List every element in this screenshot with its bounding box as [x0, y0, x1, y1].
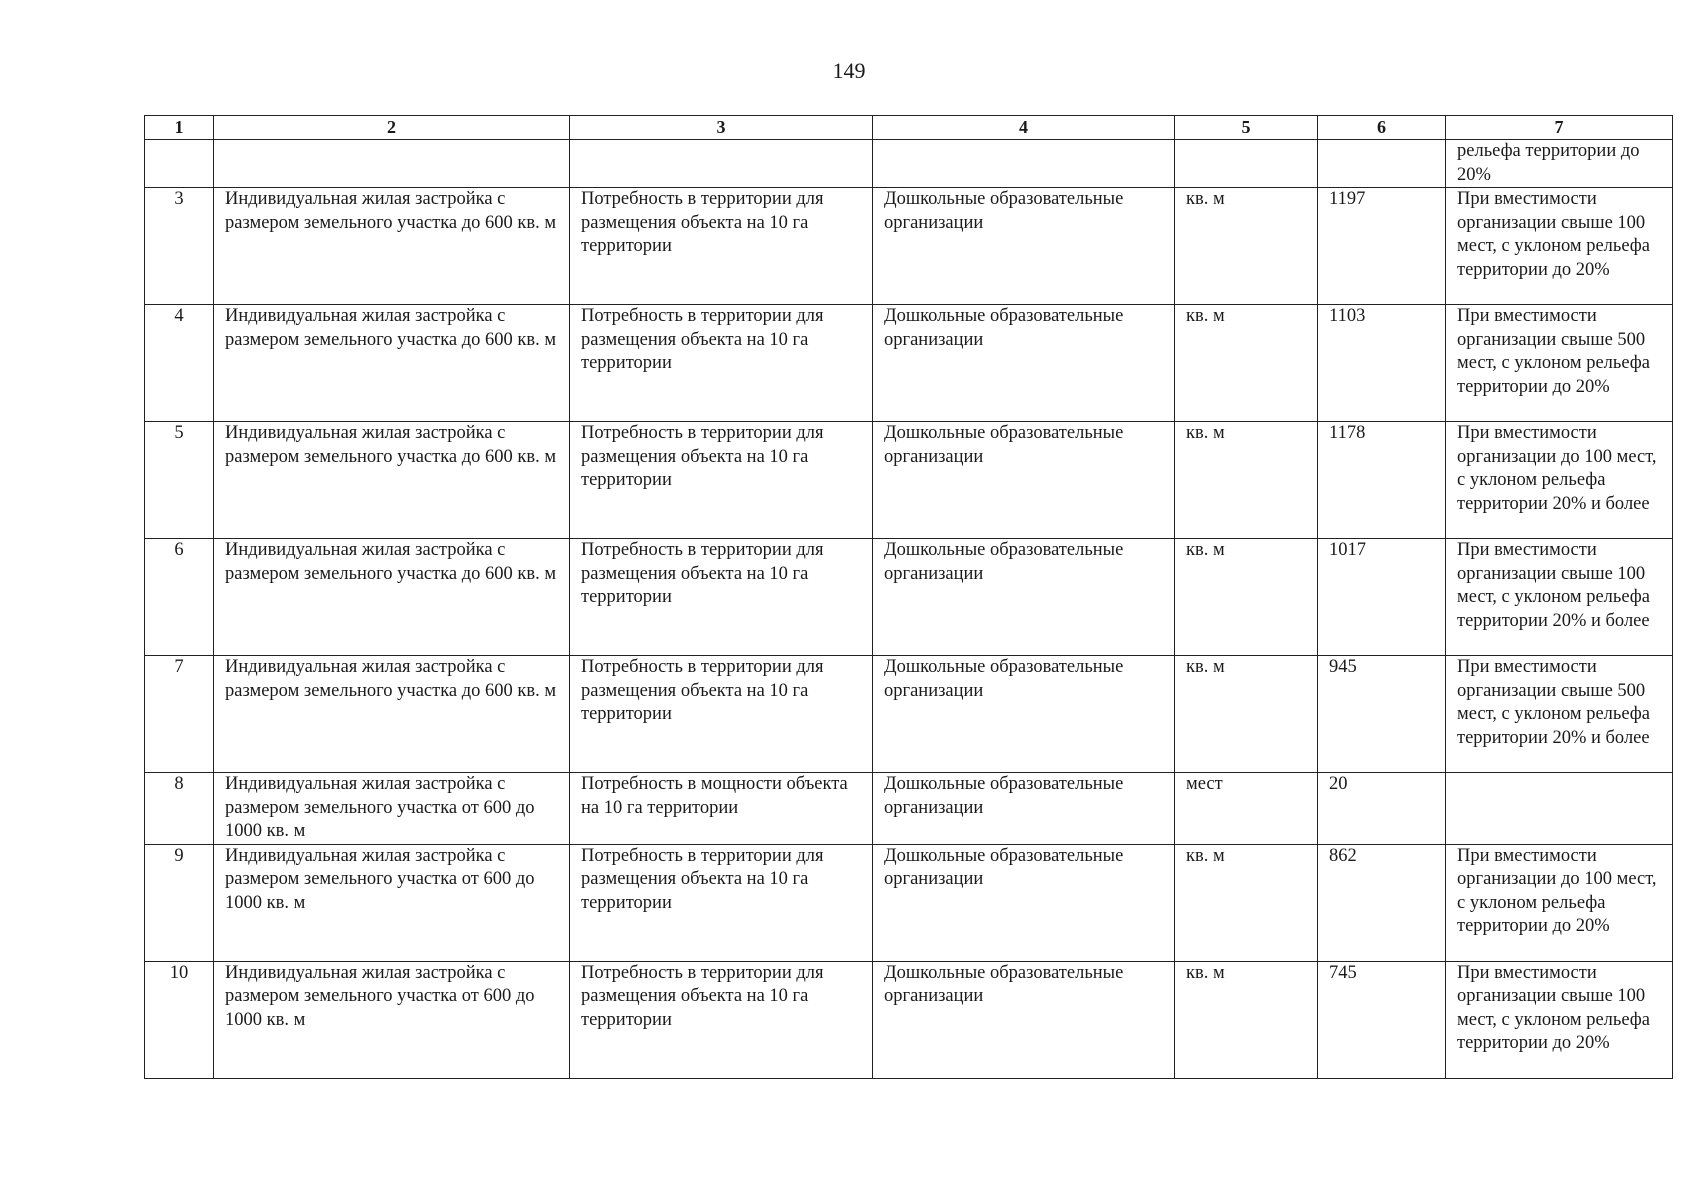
note-cell: При вместимости организации до 100 мест, с уклоном рельефа территории до 20% [1446, 844, 1673, 961]
table-row [145, 539, 1673, 656]
object-type-cell: Дошкольные образовательные организации [873, 844, 1175, 961]
column-header: 3 [570, 116, 873, 140]
table-row [145, 305, 1673, 422]
column-header: 6 [1318, 116, 1446, 140]
object-type-cell: Дошкольные образовательные организации [873, 422, 1175, 539]
table-row [145, 773, 1673, 845]
unit-cell: мест [1175, 773, 1318, 845]
table-row [145, 140, 1673, 188]
indicator-cell: Потребность в территории для размещения объекта на 10 га территории [570, 656, 873, 773]
value-cell: 1103 [1318, 305, 1446, 422]
value-cell: 945 [1318, 656, 1446, 773]
object-type-cell: Дошкольные образовательные организации [873, 188, 1175, 305]
table-row [145, 844, 1673, 961]
zone-type-cell: Индивидуальная жилая застройка с размером земельного участка от 600 до 1000 кв. м [214, 961, 570, 1078]
indicator-cell: Потребность в территории для размещения объекта на 10 га территории [570, 422, 873, 539]
note-cell: При вместимости организации свыше 500 мест, с уклоном рельефа территории 20% и более [1446, 656, 1673, 773]
object-type-cell: Дошкольные образовательные организации [873, 773, 1175, 845]
indicator-cell: Потребность в территории для размещения объекта на 10 га территории [570, 844, 873, 961]
zone-type-cell [214, 140, 570, 188]
table-row [145, 188, 1673, 305]
table-row [145, 961, 1673, 1078]
row-number-cell: 4 [145, 305, 214, 422]
column-header: 2 [214, 116, 570, 140]
table-row [145, 422, 1673, 539]
zone-type-cell: Индивидуальная жилая застройка с размером земельного участка до 600 кв. м [214, 305, 570, 422]
value-cell [1318, 140, 1446, 188]
unit-cell: кв. м [1175, 305, 1318, 422]
object-type-cell: Дошкольные образовательные организации [873, 961, 1175, 1078]
page-number: 149 [832, 58, 866, 83]
object-type-cell: Дошкольные образовательные организации [873, 656, 1175, 773]
object-type-cell: Дошкольные образовательные организации [873, 305, 1175, 422]
unit-cell: кв. м [1175, 539, 1318, 656]
unit-cell: кв. м [1175, 961, 1318, 1078]
row-number-cell: 10 [145, 961, 214, 1078]
row-number-cell: 9 [145, 844, 214, 961]
note-cell [1446, 773, 1673, 845]
row-number-cell: 6 [145, 539, 214, 656]
zone-type-cell: Индивидуальная жилая застройка с размером земельного участка до 600 кв. м [214, 539, 570, 656]
value-cell: 862 [1318, 844, 1446, 961]
indicator-cell: Потребность в территории для размещения объекта на 10 га территории [570, 188, 873, 305]
unit-cell [1175, 140, 1318, 188]
indicator-cell: Потребность в мощности объекта на 10 га территории [570, 773, 873, 845]
column-header: 1 [145, 116, 214, 140]
object-type-cell [873, 140, 1175, 188]
zone-type-cell: Индивидуальная жилая застройка с размером земельного участка до 600 кв. м [214, 422, 570, 539]
indicator-cell: Потребность в территории для размещения объекта на 10 га территории [570, 961, 873, 1078]
unit-cell: кв. м [1175, 656, 1318, 773]
indicator-cell: Потребность в территории для размещения объекта на 10 га территории [570, 539, 873, 656]
row-number-cell: 8 [145, 773, 214, 845]
table-row [145, 656, 1673, 773]
zone-type-cell: Индивидуальная жилая застройка с размером земельного участка до 600 кв. м [214, 656, 570, 773]
value-cell: 745 [1318, 961, 1446, 1078]
zone-type-cell: Индивидуальная жилая застройка с размером земельного участка от 600 до 1000 кв. м [214, 844, 570, 961]
value-cell: 1178 [1318, 422, 1446, 539]
note-cell: При вместимости организации свыше 100 мест, с уклоном рельефа территории 20% и более [1446, 539, 1673, 656]
column-header: 4 [873, 116, 1175, 140]
column-header: 5 [1175, 116, 1318, 140]
norms-table [144, 115, 1673, 1079]
zone-type-cell: Индивидуальная жилая застройка с размером земельного участка от 600 до 1000 кв. м [214, 773, 570, 845]
header-row [145, 116, 1673, 140]
note-cell: При вместимости организации свыше 100 мест, с уклоном рельефа территории до 20% [1446, 188, 1673, 305]
note-cell: рельефа территории до 20% [1446, 140, 1673, 188]
value-cell: 20 [1318, 773, 1446, 845]
column-header: 7 [1446, 116, 1673, 140]
note-cell: При вместимости организации свыше 100 мест, с уклоном рельефа территории до 20% [1446, 961, 1673, 1078]
table-body [145, 140, 1673, 1079]
zone-type-cell: Индивидуальная жилая застройка с размером земельного участка до 600 кв. м [214, 188, 570, 305]
indicator-cell [570, 140, 873, 188]
object-type-cell: Дошкольные образовательные организации [873, 539, 1175, 656]
row-number-cell [145, 140, 214, 188]
row-number-cell: 7 [145, 656, 214, 773]
unit-cell: кв. м [1175, 844, 1318, 961]
unit-cell: кв. м [1175, 188, 1318, 305]
note-cell: При вместимости организации до 100 мест, с уклоном рельефа территории 20% и более [1446, 422, 1673, 539]
value-cell: 1017 [1318, 539, 1446, 656]
row-number-cell: 3 [145, 188, 214, 305]
note-cell: При вместимости организации свыше 500 мест, с уклоном рельефа территории до 20% [1446, 305, 1673, 422]
unit-cell: кв. м [1175, 422, 1318, 539]
value-cell: 1197 [1318, 188, 1446, 305]
row-number-cell: 5 [145, 422, 214, 539]
indicator-cell: Потребность в территории для размещения объекта на 10 га территории [570, 305, 873, 422]
